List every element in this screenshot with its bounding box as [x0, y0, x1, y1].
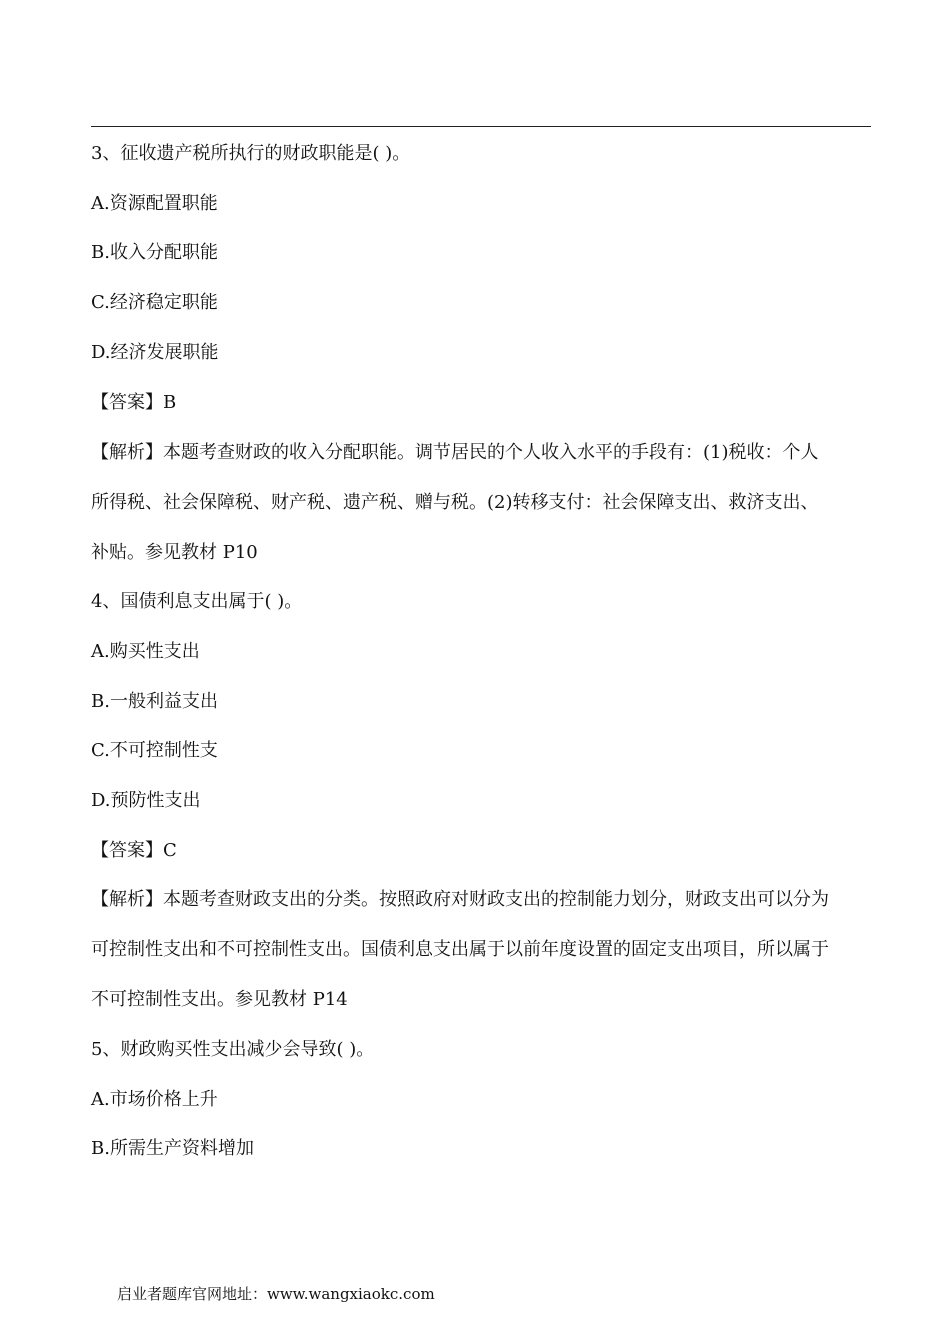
- option-c: C.不可控制性支: [91, 740, 218, 761]
- question-stem: 4、国债利息支出属于( )。: [91, 591, 303, 612]
- option-a: A.资源配置职能: [91, 193, 218, 214]
- analysis-paragraph: [91, 441, 873, 591]
- option-d: D.经济发展职能: [91, 342, 219, 363]
- analysis-line: 补贴。参见教材 P10: [91, 542, 258, 563]
- option-b: B.一般利益支出: [91, 691, 218, 712]
- analysis-line: 【解析】本题考查财政支出的分类。按照政府对财政支出的控制能力划分，财政支出可以分为: [91, 889, 829, 910]
- footer-website: 启业者题库官网地址：www.wangxiaokc.com: [117, 1285, 435, 1303]
- header-rule: [91, 126, 871, 127]
- analysis-line: 可控制性支出和不可控制性支出。国债利息支出属于以前年度设置的固定支出项目，所以属于: [91, 939, 829, 960]
- option-c: C.经济稳定职能: [91, 292, 218, 313]
- analysis-line: 所得税、社会保障税、财产税、遗产税、赠与税。(2)转移支付：社会保障支出、救济支出、: [91, 492, 819, 513]
- question-stem: 5、财政购买性支出减少会导致( )。: [91, 1039, 375, 1060]
- option-d: D.预防性支出: [91, 790, 201, 811]
- option-a: A.市场价格上升: [91, 1089, 218, 1110]
- answer-line: 【答案】B: [91, 392, 177, 413]
- analysis-line: 【解析】本题考查财政的收入分配职能。调节居民的个人收入水平的手段有：(1)税收：个人: [91, 442, 819, 463]
- analysis-paragraph: [91, 888, 873, 1038]
- option-b: B.所需生产资料增加: [91, 1138, 254, 1159]
- answer-line: 【答案】C: [91, 840, 177, 861]
- analysis-line: 不可控制性支出。参见教材 P14: [91, 989, 348, 1010]
- option-a: A.购买性支出: [91, 641, 200, 662]
- question-stem: 3、征收遗产税所执行的财政职能是( )。: [91, 143, 411, 164]
- option-b: B.收入分配职能: [91, 242, 218, 263]
